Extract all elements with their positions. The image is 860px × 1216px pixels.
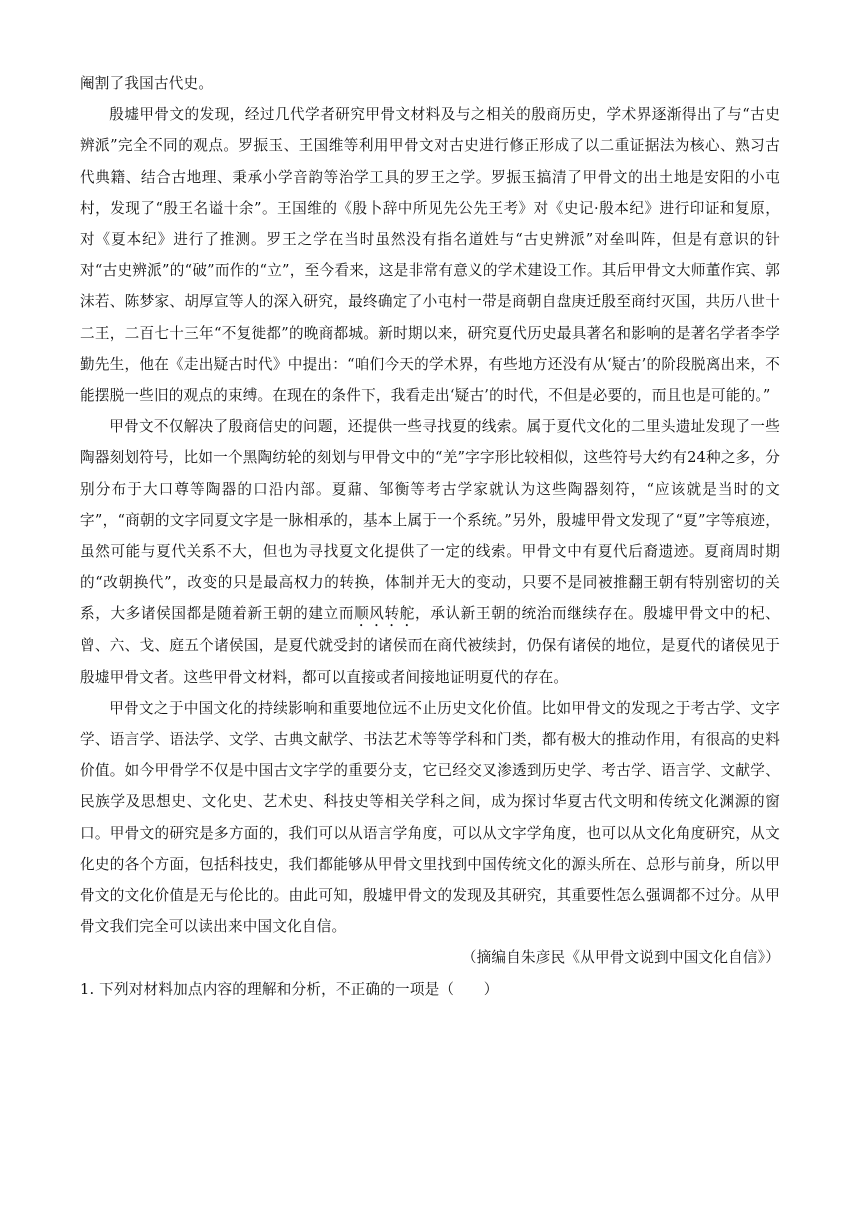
question-1: 1. 下列对材料加点内容的理解和分析，不正确的一项是（ ） — [80, 980, 499, 998]
paragraph-2-text: 甲骨文不仅解决了殷商信史的问题，还提供一些寻找夏的线索。属于夏代文化的二里头遗址发现了一些陶器刻划符号，比如一个黑陶纺轮的刻划与甲骨文中的“羌”字字形比较相似，这些符号大约有24种之多，分别分布于大口尊等陶器的口沿内部。夏鼐、邹衡等考古学家就认为这些陶器刻符，“应该就是当时的文字”，“商朝的文字同夏文字是一脉相承的，基本上属于一个系统。”另外，殷墟甲骨文发现了“夏”字等痕迹，虽然可能与夏代关系不大，但也为寻找夏文化提供了一定的线索。甲骨文中有夏代后裔遗迹。夏商周时期的“改朝换代”，改变的只是最高权力的转换，体制并无大的变动，只要不是同被推翻王朝有特别密切的关系，大多诸侯国都是随着新王朝的建立而 — [80, 418, 781, 623]
paragraph-1: 殷墟甲骨文的发现，经过几代学者研究甲骨文材料及与之相关的殷商历史，学术界逐渐得出了与“古史辨派”完全不同的观点。罗振玉、王国维等利用甲骨文对古史进行修正形成了以二重证据法为核心、熟习古代典籍、结合古地理、秉承小学音韵等治学工具的罗王之学。罗振玉搞清了甲骨文的出土地是安阳的小屯村，发现了“殷王名谥十余”。王国维的《殷卜辞中所见先公先王考》对《史记·殷本纪》进行印证和复原，对《夏本纪》进行了推测。罗王之学在当时虽然没有指名道姓与“古史辨派”对垒叫阵，但是有意识的针对“古史辨派”的“破”而作的“立”，至今看来，这是非常有意义的学术建设工作。其后甲骨文大师董作宾、郭沫若、陈梦家、胡厚宣等人的深入研究，最终确定了小屯村一带是商朝自盘庚迁殷至商纣灭国，共历八世十二王，二百七十三年“不复徙都”的晚商都城。新时期以来，研究夏代历史最具著名和影响的是著名学者李学勤先生，他在《走出疑古时代》中提出：“咱们今天的学术界，有些地方还没有从‘疑古’的阶段脱离出来，不能摆脱一些旧的观点的束缚。在现在的条件下，我看走出‘疑古’的时代，不但是必要的，而且也是可能的。” — [80, 106, 780, 405]
source-citation: （摘编自朱彦民《从甲骨文说到中国文化自信》） — [461, 949, 780, 967]
paragraph-2-tail: ，承认新王朝的统治而继续存在。殷墟甲骨文中的杞、曾、六、戈、庭五个诸侯国，是夏代就受封的诸侯而在商代被续封，仍保有诸侯的地位，是夏代的诸侯见于殷墟甲骨文者。这些甲骨文材料，都可以直接或者间接地证明夏代的存在。 — [80, 605, 780, 686]
paragraph-3: 甲骨文之于中国文化的持续影响和重要地位远不止历史文化价值。比如甲骨文的发现之于考古学、文字学、语言学、语法学、文学、古典文献学、书法艺术等等学科和门类，都有极大的推动作用，有很高的史料价值。如今甲骨学不仅是中国古文字学的重要分支，它已经交叉渗透到历史学、考古学、语言学、文献学、民族学及思想史、文化史、艺术史、科技史等相关学科之间，成为探讨华夏古代文明和传统文化渊源的窗口。甲骨文的研究是多方面的，我们可以从语言学角度，可以从文字学角度，也可以从文化角度研究，从文化史的各个方面，包括科技史，我们都能够从甲骨文里找到中国传统文化的源头所在、总形与前身，所以甲骨文的文化价值是无与伦比的。由此可知，殷墟甲骨文的发现及其研究，其重要性怎么强调都不过分。从甲骨文我们完全可以读出来中国文化自信。 — [80, 699, 780, 936]
emphasized-phrase: 顺风转舵 — [354, 605, 415, 623]
paragraph-2 — [80, 411, 780, 693]
article-body — [80, 68, 780, 1005]
intro-line: 阉割了我国古代史。 — [80, 75, 214, 92]
